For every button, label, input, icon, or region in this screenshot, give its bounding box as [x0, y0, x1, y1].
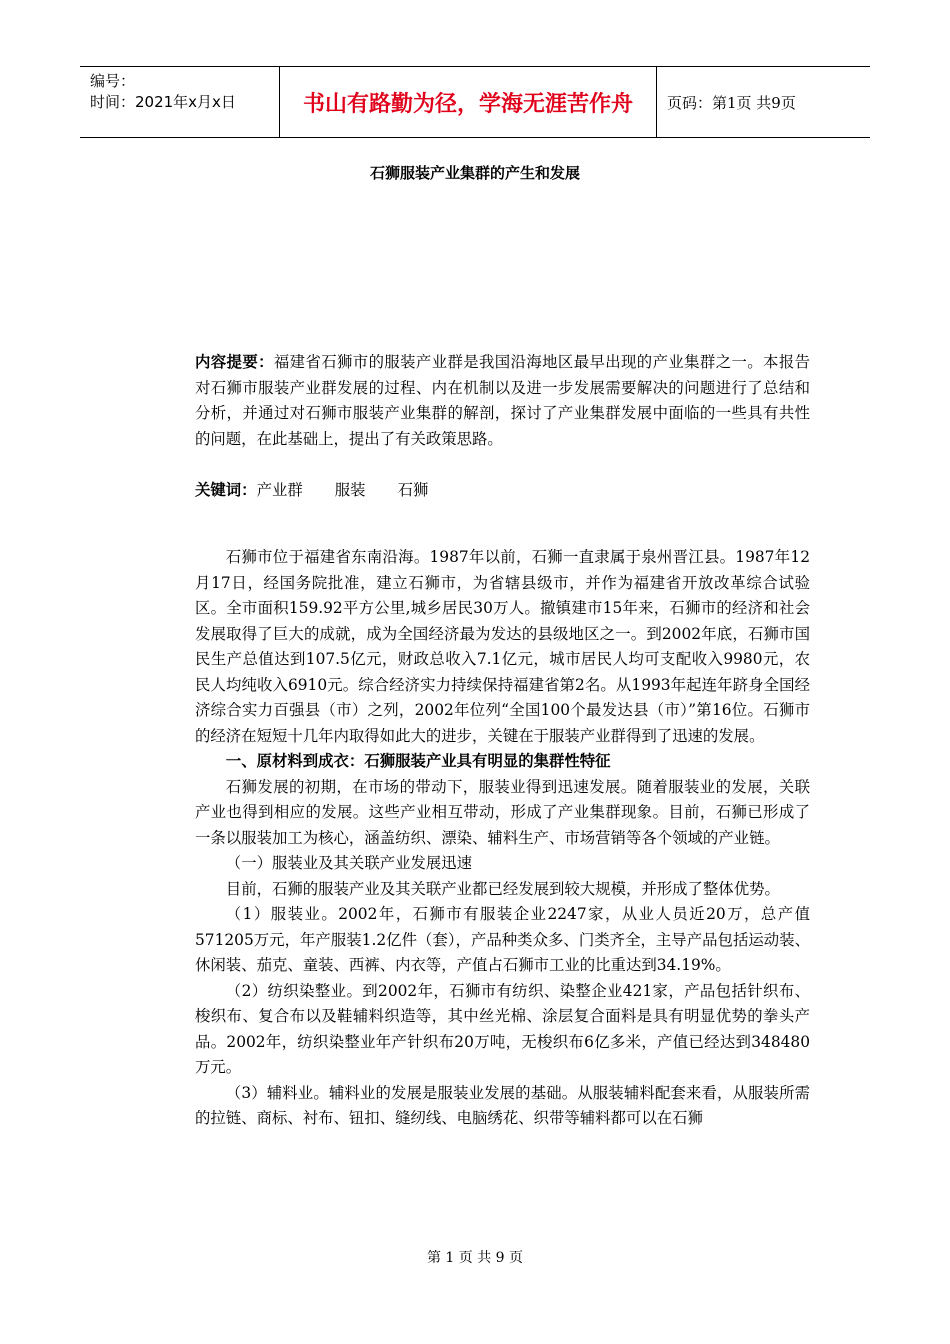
abstract-block: [195, 350, 810, 452]
header-table: [80, 66, 870, 138]
document-number-label: 编号：: [90, 72, 136, 90]
header-page-cell: [657, 67, 870, 137]
abstract-text: 福建省石狮市的服装产业群是我国沿海地区最早出现的产业集群之一。本报告对石狮市服装产业群发展的过程、内在机制以及进一步发展需要解决的问题进行了总结和分析，并通过对石狮市服装产业集群的解剖，探讨了产业集群发展中面临的一些具有共性的问题，在此基础上，提出了有关政策思路。: [195, 353, 810, 448]
section-heading: 一、原材料到成衣：石狮服装产业具有明显的集群性特征: [225, 752, 611, 770]
paragraph: （3）辅料业。辅料业的发展是服装业发展的基础。从服装辅料配套来看，从服装所需的拉链、商标、衬布、钮扣、缝纫线、电脑绣花、织带等辅料都可以在石狮: [195, 1083, 810, 1127]
keywords-label: 关键词：: [195, 481, 257, 499]
document-title: 石狮服装产业集群的产生和发展: [369, 164, 580, 182]
keyword-item: 服装: [334, 481, 366, 499]
keywords-block: [195, 478, 810, 504]
page-footer: 第 1 页 共 9 页: [426, 1250, 524, 1266]
header-motto: 书山有路勤为径，学海无涯苦作舟: [302, 91, 633, 117]
paragraph: 石狮发展的初期，在市场的带动下，服装业得到迅速发展。随着服装业的发展，关联产业也得到相应的发展。这些产业相互带动，形成了产业集群现象。目前，石狮已形成了一条以服装加工为核心，涵盖纺织、漂染、辅料生产、市场营销等各个领域的产业链。: [195, 777, 810, 847]
paragraph: 石狮市位于福建省东南沿海。1987年以前，石狮一直隶属于泉州晋江县。1987年12月17日，经国务院批准，建立石狮市，为省辖县级市，并作为福建省开放改革综合试验区。全市面积159.92平方公里,城乡居民30万人。撤镇建市15年来，石狮市的经济和社会发展取得了巨大的成就，成为全国经济最为发达的县级地区之一。到2002年底，石狮市国民生产总值达到107.5亿元，财政总收入7.1亿元，城市居民人均可支配收入9980元，农民人均纯收入6910元。综合经济实力持续保持福建省第2名。从1993年起连年跻身全国经济综合实力百强县（市）之列，2002年位列“全国100个最发达县（市）”第16位。石狮市的经济在短短十几年内取得如此大的进步，关键在于服装产业群得到了迅速的发展。: [195, 548, 810, 745]
subsection-heading: （一）服装业及其关联产业发展迅速: [225, 854, 473, 872]
document-time-label: 时间：2021年x月x日: [90, 93, 236, 111]
header-motto-cell: [280, 67, 657, 137]
header-left-cell: [80, 67, 280, 137]
paragraph: 目前，石狮的服装产业及其关联产业都已经发展到较大规模，并形成了整体优势。: [225, 879, 780, 898]
abstract-label: 内容提要：: [195, 353, 274, 371]
paragraph: （2）纺织染整业。到2002年，石狮市有纺织、染整企业421家，产品包括针织布、梭织布、复合布以及鞋辅料织造等，其中丝光棉、涂层复合面料是具有明显优势的拳头产品。2002年，纺织染整业年产针织布20万吨，无梭织布6亿多米，产值已经达到348480万元。: [195, 981, 810, 1076]
keyword-item: 产业群: [256, 481, 303, 499]
paragraph: （1）服装业。2002年，石狮市有服装企业2247家，从业人员近20万，总产值571205万元，年产服装1.2亿件（套），产品种类众多、门类齐全，主导产品包括运动装、休闲装、茄克、童装、西裤、内衣等，产值占石狮市工业的比重达到34.19%。: [195, 905, 810, 974]
main-text: [195, 545, 810, 1132]
keyword-item: 石狮: [397, 481, 429, 499]
header-page-info: 页码：第1页 共9页: [667, 93, 796, 112]
